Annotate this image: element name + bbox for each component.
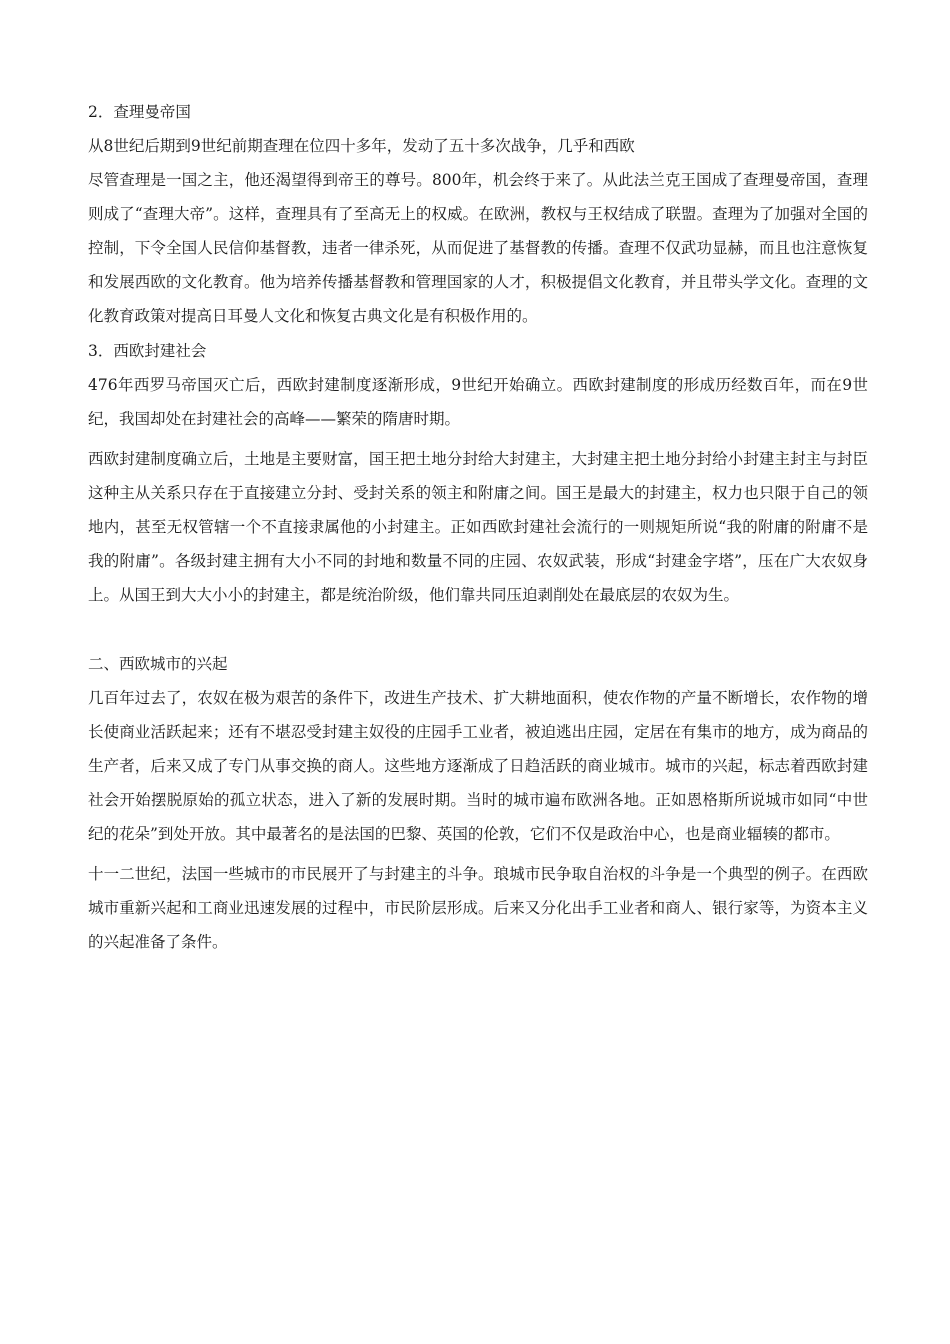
paragraph: 476年西罗马帝国灭亡后，西欧封建制度逐渐形成，9世纪开始确立。西欧封建制度的形成历经数百年，而在9世纪，我国却处在封建社会的高峰——繁荣的隋唐时期。: [88, 376, 868, 428]
paragraph: 尽管查理是一国之主，他还渴望得到帝王的尊号。800年，机会终于来了。从此法兰克王国成了查理曼帝国，查理则成了“查理大帝”。这样，查理具有了至高无上的权威。在欧洲，教权与王权结成了联盟。查理为了加强对全国的控制，下令全国人民信仰基督教，违者一律杀死，从而促进了基督教的传播。查理不仅武功显赫，而且也注意恢复和发展西欧的文化教育。他为培养传播基督教和管理国家的人才，积极提倡文化教育，并且带头学文化。查理的文化教育政策对提高日耳曼人文化和恢复古典文化是有积极作用的。: [88, 171, 868, 325]
paragraph: 几百年过去了，农奴在极为艰苦的条件下，改进生产技术、扩大耕地面积，使农作物的产量不断增长，农作物的增长使商业活跃起来；还有不堪忍受封建主奴役的庄园手工业者，被迫逃出庄园，定居在有集市的地方，成为商品的生产者，后来又成了专门从事交换的商人。这些地方逐渐成了日趋活跃的商业城市。城市的兴起，标志着西欧封建社会开始摆脱原始的孤立状态，进入了新的发展时期。当时的城市遍布欧洲各地。正如恩格斯所说城市如同“中世纪的花朵”到处开放。其中最著名的是法国的巴黎、英国的伦敦，它们不仅是政治中心，也是商业辐辏的都市。: [88, 689, 868, 843]
section-feudal-society: [88, 339, 868, 612]
section-charlemagne: [88, 100, 868, 333]
section-heading: 3．西欧封建社会: [88, 342, 207, 360]
section-spacer: [88, 618, 868, 652]
section-cities-rise: [88, 652, 868, 959]
document-page: [88, 100, 868, 965]
paragraph: 从8世纪后期到9世纪前期查理在位四十多年，发动了五十多次战争，几乎和西欧: [88, 137, 635, 155]
section-heading: 二、西欧城市的兴起: [88, 655, 228, 673]
paragraph: 西欧封建制度确立后，土地是主要财富，国王把土地分封给大封建主，大封建主把土地分封给小封建主封主与封臣这种主从关系只存在于直接建立分封、受封关系的领主和附庸之间。国王是最大的封建主，权力也只限于自己的领地内，甚至无权管辖一个不直接隶属他的小封建主。正如西欧封建社会流行的一则规矩所说“我的附庸的附庸不是我的附庸”。各级封建主拥有大小不同的封地和数量不同的庄园、农奴武装，形成“封建金字塔”，压在广大农奴身上。从国王到大大小小的封建主，都是统治阶级，他们靠共同压迫剥削处在最底层的农奴为生。: [88, 450, 868, 604]
paragraph: 十一二世纪，法国一些城市的市民展开了与封建主的斗争。琅城市民争取自治权的斗争是一个典型的例子。在西欧城市重新兴起和工商业迅速发展的过程中，市民阶层形成。后来又分化出手工业者和商人、银行家等，为资本主义的兴起准备了条件。: [88, 865, 868, 951]
section-heading: 2．查理曼帝国: [88, 103, 191, 121]
